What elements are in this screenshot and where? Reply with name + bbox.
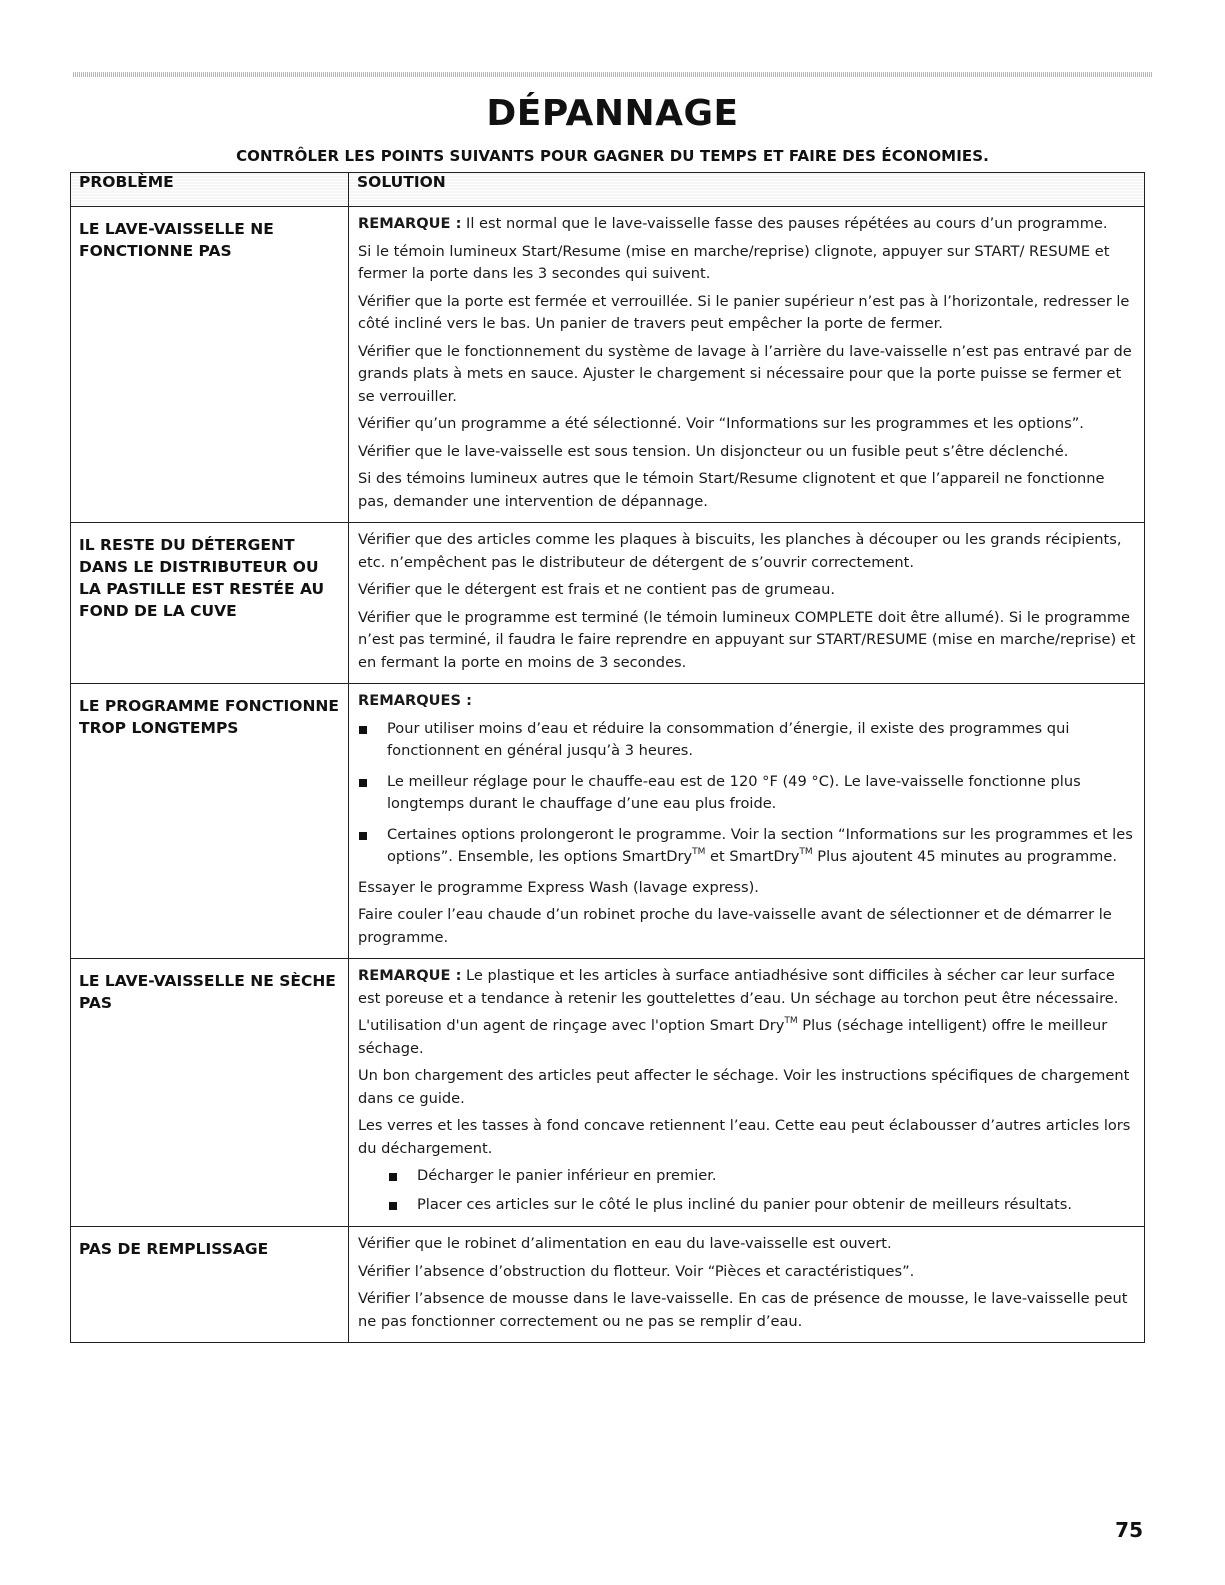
bullet-item xyxy=(358,771,1136,816)
solution-paragraph: Vérifier qu’un programme a été sélectionné. Voir “Informations sur les programmes et les options”. xyxy=(358,415,1084,432)
page-subtitle: CONTRÔLER LES POINTS SUIVANTS POUR GAGNER DU TEMPS ET FAIRE DES ÉCONOMIES. xyxy=(236,147,989,165)
solution-paragraph: Vérifier que le robinet d’alimentation en eau du lave-vaisselle est ouvert. xyxy=(358,1235,892,1252)
table-header-row xyxy=(71,173,1145,207)
problem-cell: PAS DE REMPLISSAGE xyxy=(71,1227,349,1343)
solution-paragraph: Vérifier que le fonctionnement du système de lavage à l’arrière du lave-vaisselle n’est pas entravé par de grands plats à mets en sauce. Ajuster le chargement si nécessaire pour que la porte puisse se fermer et se verrouiller. xyxy=(358,342,1132,405)
solution-paragraph: Vérifier que le programme est terminé (le témoin lumineux COMPLETE doit être allumé). Si le programme n’est pas terminé, il faudra le faire reprendre en appuyant sur START/RESUME (mise en marche/reprise) et en fermant la porte en moins de 3 secondes. xyxy=(358,608,1136,671)
solution-paragraph: Si des témoins lumineux autres que le témoin Start/Resume clignotent et que l’appareil ne fonctionne pas, demander une intervention de dépannage. xyxy=(358,470,1105,510)
problem-cell: LE PROGRAMME FONCTIONNE TROP LONGTEMPS xyxy=(71,684,349,959)
bullet-text: Plus ajoutent 45 minutes au programme. xyxy=(812,848,1118,865)
page-number: 75 xyxy=(1115,1518,1143,1542)
top-rule xyxy=(73,72,1153,77)
paragraph-text: Plus (séchage intelligent) offre le meilleur séchage. xyxy=(358,1017,1108,1057)
solution-cell xyxy=(349,523,1145,684)
solution-cell xyxy=(349,684,1145,959)
solution-paragraph: Essayer le programme Express Wash (lavage express). xyxy=(358,878,759,896)
bullet-text: Placer ces articles sur le côté le plus incliné du panier pour obtenir de meilleurs résultats. xyxy=(417,1195,1073,1213)
header-problem: PROBLÈME xyxy=(71,173,349,207)
solution-paragraph: Faire couler l’eau chaude d’un robinet proche du lave-vaisselle avant de sélectionner et de démarrer le programme. xyxy=(358,906,1112,946)
solution-cell xyxy=(349,1227,1145,1343)
bullet-text: et SmartDry xyxy=(705,848,800,865)
remark xyxy=(358,213,1136,236)
solution-paragraph: Vérifier que la porte est fermée et verrouillée. Si le panier supérieur n’est pas à l’horizontale, redresser le côté incliné vers le bas. Un panier de travers peut empêcher la porte de fermer. xyxy=(358,292,1130,332)
remark xyxy=(358,965,1136,1010)
problem-cell: LE LAVE-VAISSELLE NE SÈCHE PAS xyxy=(71,959,349,1227)
square-bullet-icon xyxy=(389,1202,397,1210)
remark-label: REMARQUE : xyxy=(358,967,462,984)
trademark-mark: TM xyxy=(692,847,706,857)
solution-paragraph: Vérifier que le détergent est frais et ne contient pas de grumeau. xyxy=(358,581,835,598)
table-row xyxy=(71,684,1145,959)
solution-paragraph xyxy=(358,1015,1136,1060)
table-row xyxy=(71,523,1145,684)
remark-text: Le plastique et les articles à surface antiadhésive sont difficiles à sécher car leur surface est poreuse et a tendance à retenir les gouttelettes d’eau. Un séchage au torchon peut être nécessaire. xyxy=(358,967,1119,1007)
trademark-mark: TM xyxy=(799,847,813,857)
bullet-item xyxy=(358,718,1136,763)
square-bullet-icon xyxy=(359,726,367,734)
bullet-list xyxy=(358,718,1136,869)
square-bullet-icon xyxy=(389,1173,397,1181)
table-row xyxy=(71,959,1145,1227)
bullet-text: Certaines options prolongeront le programme. Voir la section “Informations sur les programmes et les options”. Ensemble, les options SmartDry xyxy=(387,825,1133,865)
remark-label: REMARQUE : xyxy=(358,215,462,232)
problem-cell: LE LAVE-VAISSELLE NE FONCTIONNE PAS xyxy=(71,207,349,523)
square-bullet-icon xyxy=(359,832,367,840)
solution-paragraph: Vérifier que des articles comme les plaques à biscuits, les planches à découper ou les grands récipients, etc. n’empêchent pas le distributeur de détergent de s’ouvrir correctement. xyxy=(358,531,1122,571)
bullet-list xyxy=(358,1165,1136,1216)
solution-paragraph: Vérifier que le lave-vaisselle est sous tension. Un disjoncteur ou un fusible peut s’être déclenché. xyxy=(358,442,1069,460)
solution-paragraph: Les verres et les tasses à fond concave retiennent l’eau. Cette eau peut éclabousser d’autres articles lors du déchargement. xyxy=(358,1117,1131,1157)
table-row xyxy=(71,1227,1145,1343)
paragraph-text: L'utilisation d'un agent de rinçage avec l'option Smart Dry xyxy=(358,1017,785,1034)
remark-text: Il est normal que le lave-vaisselle fasse des pauses répétées au cours d’un programme. xyxy=(466,215,1108,232)
problem-cell: IL RESTE DU DÉTERGENT DANS LE DISTRIBUTEUR OU LA PASTILLE EST RESTÉE AU FOND DE LA CUVE xyxy=(71,523,349,684)
table-row xyxy=(71,207,1145,523)
bullet-text: Le meilleur réglage pour le chauffe-eau est de 120 °F (49 °C). Le lave-vaisselle fonctionne plus longtemps durant le chauffage d’une eau plus froide. xyxy=(387,772,1081,812)
bullet-text: Décharger le panier inférieur en premier. xyxy=(417,1167,717,1184)
bullet-item xyxy=(358,824,1136,869)
solution-paragraph: Vérifier l’absence d’obstruction du flotteur. Voir “Pièces et caractéristiques”. xyxy=(358,1262,915,1280)
solution-paragraph: Vérifier l’absence de mousse dans le lave-vaisselle. En cas de présence de mousse, le lave-vaisselle peut ne pas fonctionner correctement ou ne pas se remplir d’eau. xyxy=(358,1290,1128,1330)
solution-paragraph: Si le témoin lumineux Start/Resume (mise en marche/reprise) clignote, appuyer sur START/ RESUME et fermer la porte dans les 3 secondes qui suivent. xyxy=(358,242,1110,282)
square-bullet-icon xyxy=(359,779,367,787)
bullet-item xyxy=(358,1194,1136,1217)
bullet-text: Pour utiliser moins d’eau et réduire la consommation d’énergie, il existe des programmes qui fonctionnent en général jusqu’à 3 heures. xyxy=(387,719,1070,759)
trademark-mark: TM xyxy=(784,1016,798,1026)
solution-cell xyxy=(349,959,1145,1227)
remark-label: REMARQUES : xyxy=(358,692,472,709)
bullet-item xyxy=(358,1165,1136,1188)
troubleshooting-table xyxy=(70,172,1145,1343)
page-title: DÉPANNAGE xyxy=(486,93,739,134)
header-solution: SOLUTION xyxy=(349,173,1145,207)
solution-paragraph: Un bon chargement des articles peut affecter le séchage. Voir les instructions spécifiques de chargement dans ce guide. xyxy=(358,1067,1130,1107)
solution-cell xyxy=(349,207,1145,523)
